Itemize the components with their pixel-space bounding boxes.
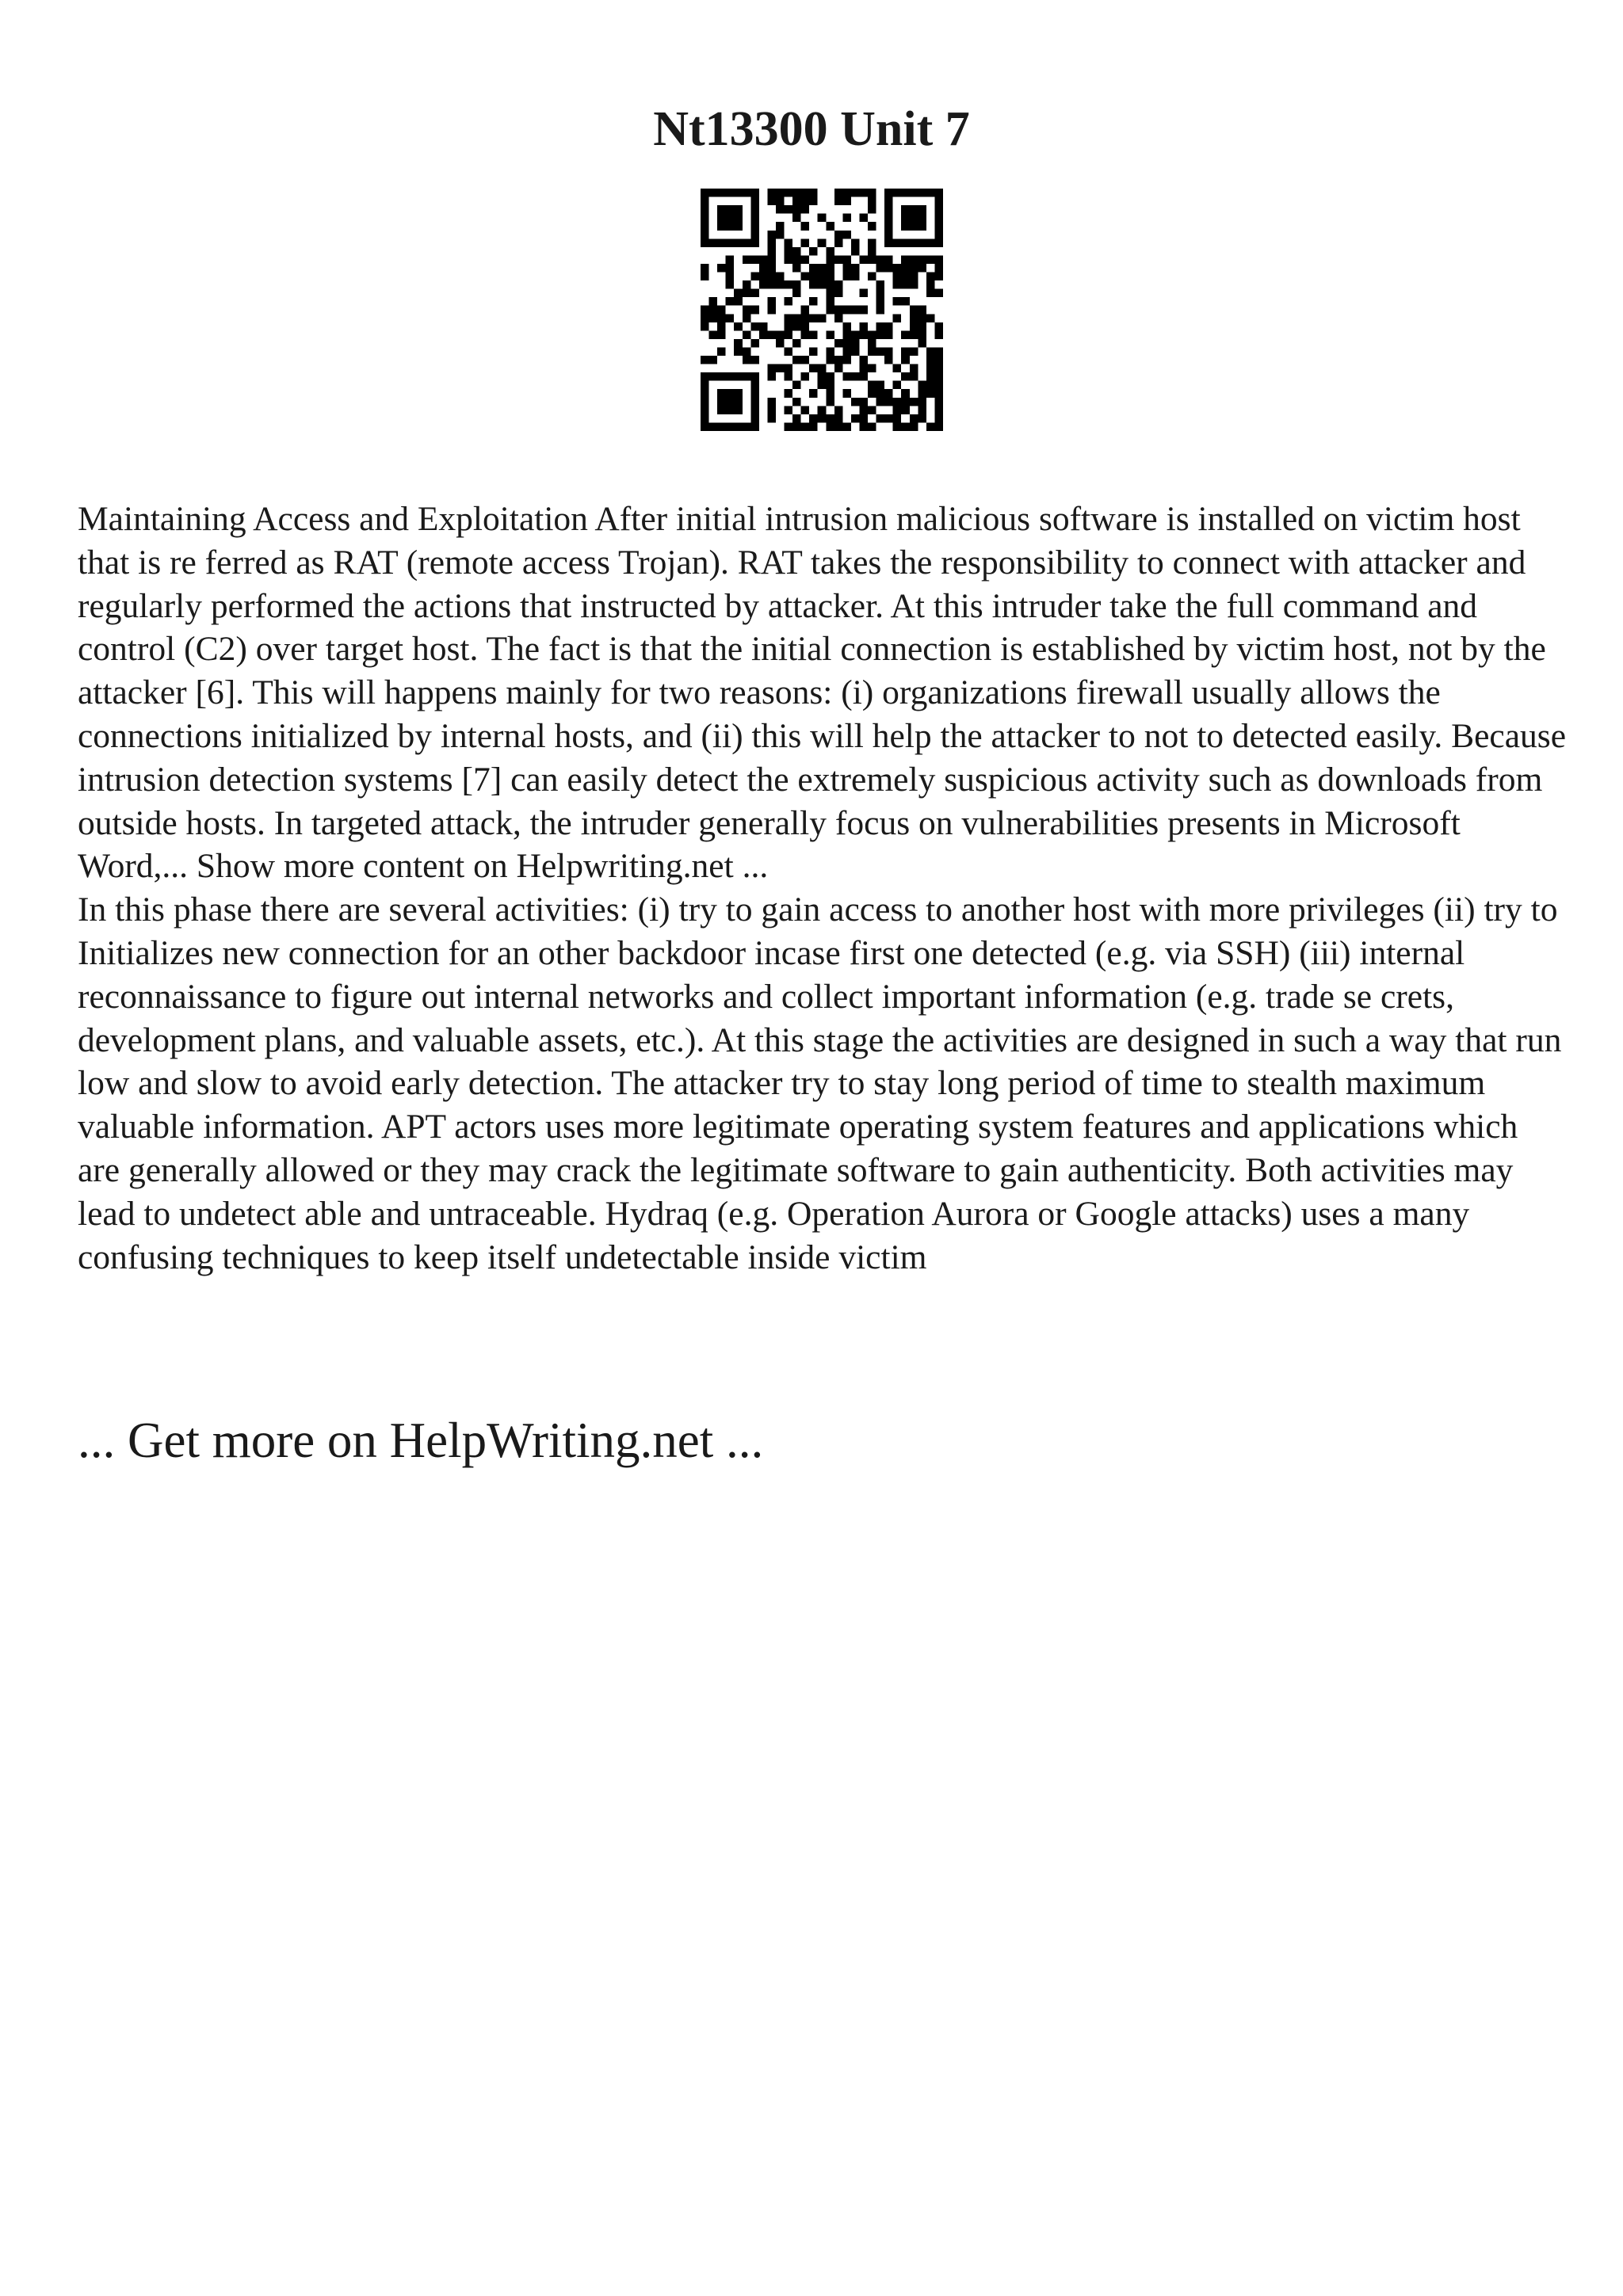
document-title: Nt13300 Unit 7: [653, 102, 970, 156]
paragraph-2: In this phase there are several activities: (i) try to gain access to another host with more privileges (ii) try to Initializes new connection for an other backdoor incase first one detected (e.g. via SSH) (iii) internal reconnaissance to figure out internal networks and collect important information (e.g. trade se crets, development plans, and valuable assets, etc.). At this stage the activities are designed in such a way that run low and slow to avoid early detection. The attacker try to stay long period of time to stealth maximum valuable information. APT actors uses more legitimate operating system features and applications which are generally allowed or they may crack the legitimate software to gain authenticity. Both activities may lead to undetect able and untraceable. Hydraq (e.g. Operation Aurora or Google attacks) uses a many confusing techniques to keep itself undetectable inside victim: [78, 891, 1562, 1276]
document-body: [78, 498, 1568, 1279]
get-more-link[interactable]: ... Get more on HelpWriting.net ...: [78, 1413, 764, 1468]
qr-code-icon: [701, 189, 943, 431]
paragraph-1: Maintaining Access and Exploitation After initial intrusion malicious software is installed on victim host that is re ferred as RAT (remote access Trojan). RAT takes the responsibility to connect with attacker and regularly performed the actions that instructed by attacker. At this intruder take the full command and control (C2) over target host. The fact is that the initial connection is established by victim host, not by the attacker [6]. This will happens mainly for two reasons: (i) organizations firewall usually allows the connections initialized by internal hosts, and (ii) this will help the attacker to not to detected easily. Because intrusion detection systems [7] can easily detect the extremely suspicious activity such as downloads from outside hosts. In targeted attack, the intruder generally focus on vulnerabilities presents in Microsoft Word,... Show more content on Helpwriting.net ...: [78, 500, 1566, 886]
